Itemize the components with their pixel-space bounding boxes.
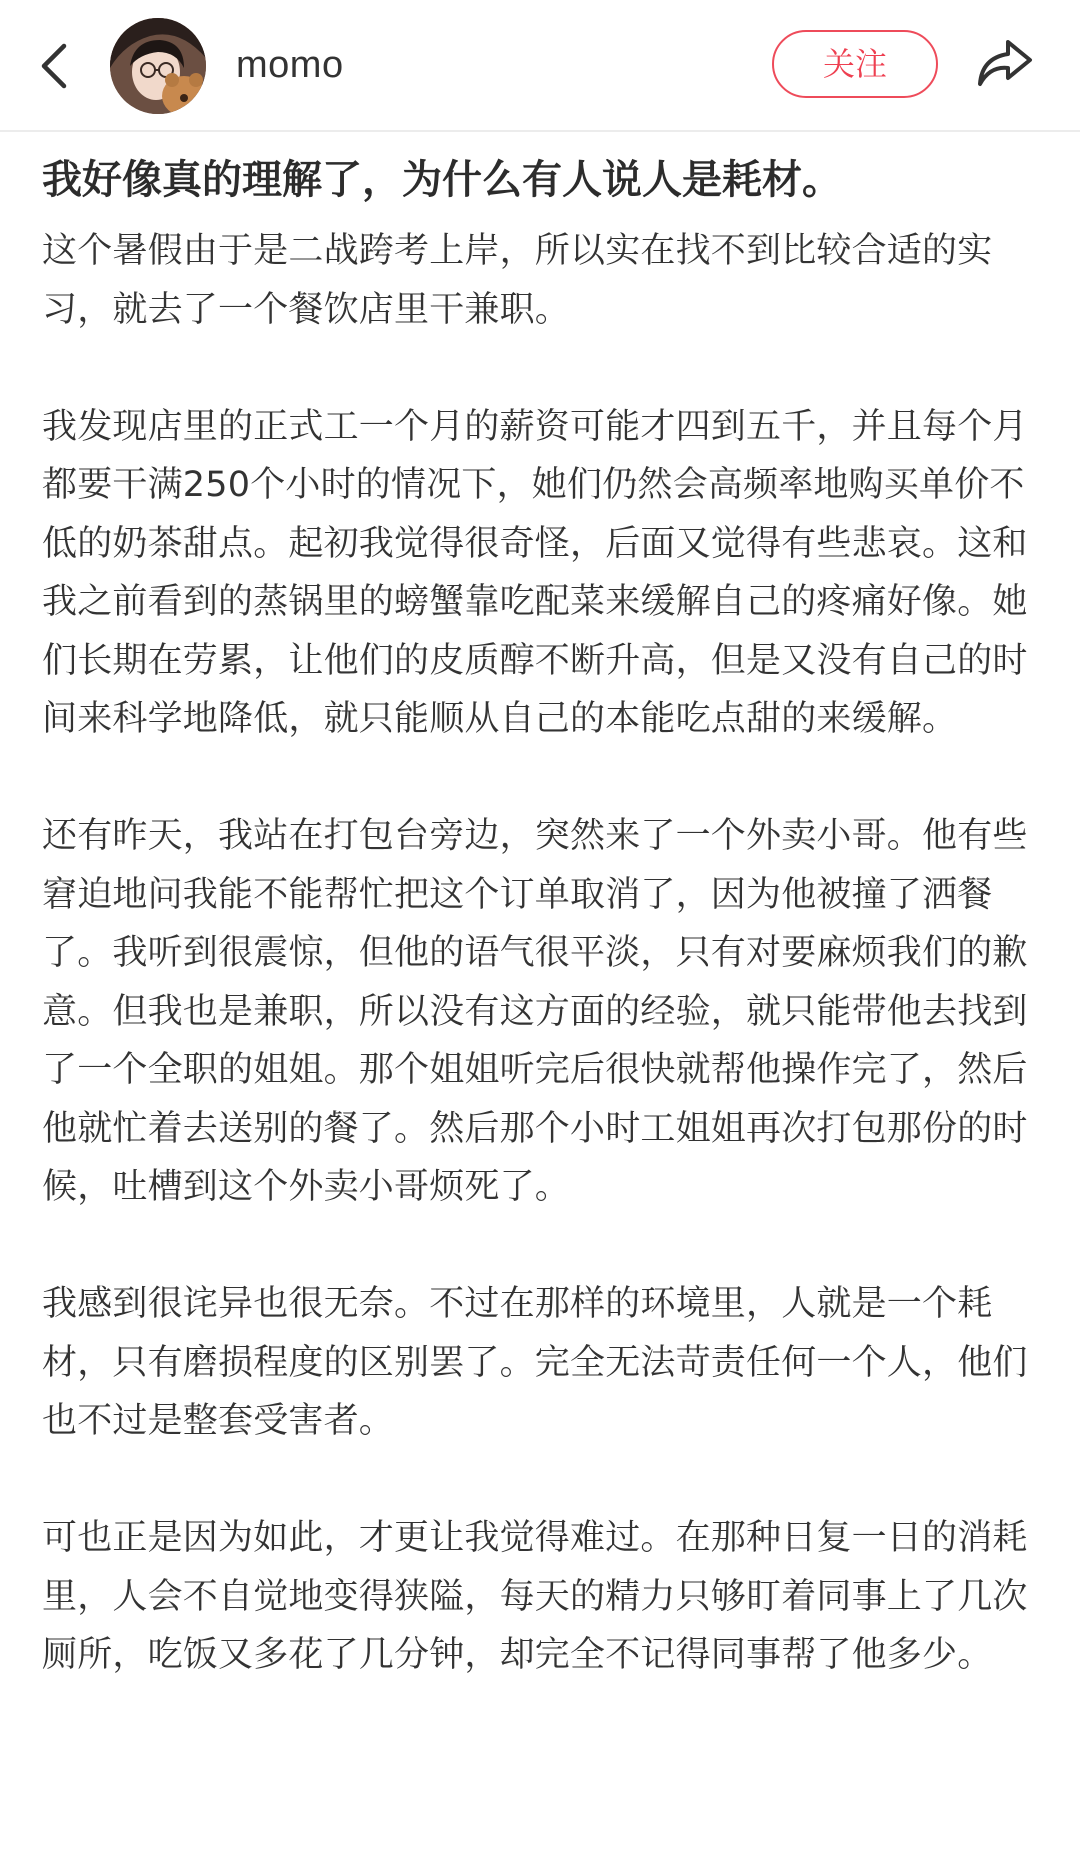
- paragraph: 我感到很诧异也很无奈。不过在那样的环境里，人就是一个耗材，只有磨损程度的区别罢了。完全无法苛责任何一个人，他们也不过是整套受害者。: [42, 1284, 1028, 1441]
- note-title: 我好像真的理解了，为什么有人说人是耗材。: [42, 157, 842, 203]
- paragraph: 还有昨天，我站在打包台旁边，突然来了一个外卖小哥。他有些窘迫地问我能不能帮忙把这个订单取消了，因为他被撞了洒餐了。我听到很震惊，但他的语气很平淡，只有对要麻烦我们的歉意。但我也是兼职，所以没有这方面的经验，就只能带他去找到了一个全职的姐姐。那个姐姐听完后很快就帮他操作完了，然后他就忙着去送别的餐了。然后那个小时工姐姐再次打包那份的时候，吐槽到这个外卖小哥烦死了。: [42, 816, 1028, 1207]
- top-bar: [0, 0, 1080, 132]
- share-arrow-icon: [974, 36, 1034, 92]
- back-button[interactable]: [34, 38, 78, 94]
- avatar[interactable]: [110, 18, 206, 114]
- follow-button[interactable]: 关注: [772, 30, 938, 98]
- avatar-image: [110, 18, 206, 114]
- username[interactable]: momo: [236, 44, 344, 86]
- paragraph: 我发现店里的正式工一个月的薪资可能才四到五千，并且每个月都要干满250个小时的情况下，她们仍然会高频率地购买单价不低的奶茶甜点。起初我觉得很奇怪，后面又觉得有些悲哀。这和我之前看到的蒸锅里的螃蟹靠吃配菜来缓解自己的疼痛好像。她们长期在劳累，让他们的皮质醇不断升高，但是又没有自己的时间来科学地降低，就只能顺从自己的本能吃点甜的来缓解。: [42, 406, 1028, 739]
- note-body: [42, 222, 1042, 1685]
- paragraph: 这个暑假由于是二战跨考上岸，所以实在找不到比较合适的实习，就去了一个餐饮店里干兼职。: [42, 231, 993, 330]
- paragraph: 可也正是因为如此，才更让我觉得难过。在那种日复一日的消耗里，人会不自觉地变得狭隘，每天的精力只够盯着同事上了几次厕所，吃饭又多花了几分钟，却完全不记得同事帮了他多少。: [42, 1518, 1028, 1675]
- share-button[interactable]: [974, 36, 1034, 92]
- chevron-left-icon: [34, 38, 78, 94]
